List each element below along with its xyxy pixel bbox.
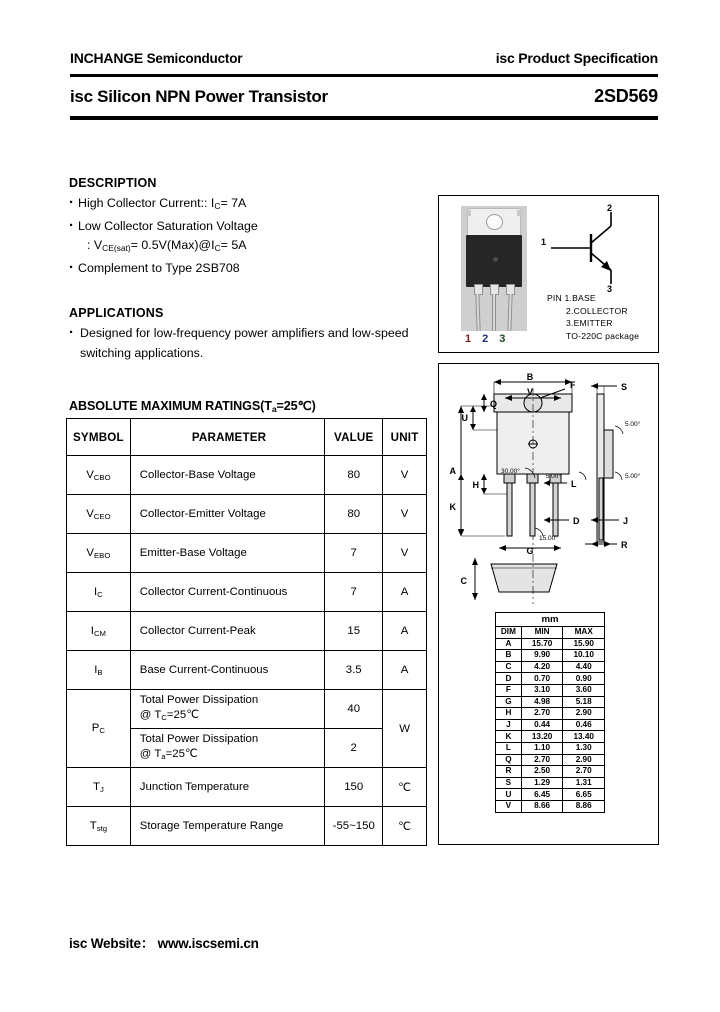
cell-value: 7 bbox=[325, 534, 383, 573]
cell-symbol: $P_C$ bbox=[67, 690, 131, 768]
dim-max: 10.10 bbox=[563, 650, 605, 662]
angle-5-left: 5.00° bbox=[545, 473, 561, 480]
dim-max: 13.40 bbox=[563, 731, 605, 743]
dim-min: 15.70 bbox=[521, 638, 563, 650]
table-row bbox=[67, 807, 427, 846]
table-row bbox=[67, 612, 427, 651]
angle-30: 30.00° bbox=[501, 468, 520, 475]
angle-5-right: 5.00° bbox=[625, 473, 641, 480]
dim-label: V bbox=[496, 800, 522, 812]
cell-unit: ℃ bbox=[383, 768, 427, 807]
cell-value: 2 bbox=[325, 729, 383, 768]
callout-A: A bbox=[449, 466, 456, 476]
dim-min: 2.70 bbox=[521, 754, 563, 766]
transistor-photo bbox=[461, 206, 527, 331]
page-title: isc Silicon NPN Power Transistor bbox=[70, 87, 328, 106]
dim-min: 4.20 bbox=[521, 661, 563, 673]
callout-R: R bbox=[621, 540, 628, 550]
pin-legend-line: 2.COLLECTOR bbox=[566, 305, 628, 316]
cell-unit: ℃ bbox=[383, 807, 427, 846]
angle-15: 15.00° bbox=[539, 535, 558, 542]
description-item: · Low Collector Saturation Voltage bbox=[69, 217, 429, 237]
cell-symbol: $I_B$ bbox=[67, 651, 131, 690]
dim-max: 8.86 bbox=[563, 800, 605, 812]
dim-row bbox=[496, 777, 605, 789]
dim-max: 0.90 bbox=[563, 673, 605, 685]
pin-number-2: 2 bbox=[482, 333, 489, 345]
dim-label: C bbox=[496, 661, 522, 673]
callout-K: K bbox=[449, 502, 456, 512]
callout-S: S bbox=[621, 382, 628, 392]
cell-parameter: Total Power Dissipation @ $T_a=25℃$ bbox=[130, 729, 325, 768]
table-row bbox=[67, 456, 427, 495]
pin-legend bbox=[547, 292, 659, 342]
description-section bbox=[69, 176, 429, 278]
column-header-unit: UNIT bbox=[383, 419, 427, 456]
cell-parameter: Total Power Dissipation @ $T_C=25℃$ bbox=[130, 690, 325, 729]
dim-max: 6.65 bbox=[563, 789, 605, 801]
dim-row bbox=[496, 754, 605, 766]
dim-row bbox=[496, 789, 605, 801]
dim-row bbox=[496, 766, 605, 778]
description-list bbox=[69, 194, 429, 278]
cell-unit: V bbox=[383, 495, 427, 534]
callout-C: C bbox=[460, 576, 467, 586]
dim-label: J bbox=[496, 719, 522, 731]
symbol-pin-3-label: 3 bbox=[607, 284, 613, 292]
dim-column-header-dim: DIM bbox=[496, 627, 522, 639]
dim-min: 2.70 bbox=[521, 708, 563, 720]
ratings-heading: ABSOLUTE MAXIMUM $RATINGS(T_a=25℃)$ bbox=[69, 399, 316, 415]
dim-row bbox=[496, 673, 605, 685]
callout-L: L bbox=[571, 479, 577, 489]
dim-label: B bbox=[496, 650, 522, 662]
cell-parameter: Collector-Emitter Voltage bbox=[130, 495, 325, 534]
cell-parameter: Junction Temperature bbox=[130, 768, 325, 807]
symbol-pin-2-label: 2 bbox=[607, 204, 613, 213]
dim-min: 13.20 bbox=[521, 731, 563, 743]
dim-min: 0.70 bbox=[521, 673, 563, 685]
dim-max: 1.31 bbox=[563, 777, 605, 789]
npn-transistor-symbol bbox=[539, 204, 651, 292]
pin-legend-line: TO-220C package bbox=[566, 330, 640, 341]
mechanical-outline-box bbox=[438, 363, 659, 845]
dim-max: 2.90 bbox=[563, 708, 605, 720]
dim-label: L bbox=[496, 742, 522, 754]
cell-symbol: $I_C$ bbox=[67, 573, 131, 612]
dim-max: 2.70 bbox=[563, 766, 605, 778]
company-name-prefix: INCHANGE bbox=[70, 50, 144, 66]
table-row bbox=[67, 573, 427, 612]
applications-list bbox=[69, 324, 439, 363]
cell-symbol: $V_{CEO}$ bbox=[67, 495, 131, 534]
cell-unit: A bbox=[383, 573, 427, 612]
dim-min: 4.98 bbox=[521, 696, 563, 708]
dim-header-row bbox=[496, 627, 605, 639]
callout-U: U bbox=[461, 413, 468, 423]
dim-min: 0.44 bbox=[521, 719, 563, 731]
dim-label: R bbox=[496, 766, 522, 778]
cell-unit: V bbox=[383, 534, 427, 573]
dim-max: 2.90 bbox=[563, 754, 605, 766]
dim-label: F bbox=[496, 684, 522, 696]
cell-parameter: Storage Temperature Range bbox=[130, 807, 325, 846]
dim-label: D bbox=[496, 673, 522, 685]
dim-min: 2.50 bbox=[521, 766, 563, 778]
cell-symbol: $V_{EBO}$ bbox=[67, 534, 131, 573]
dim-label: U bbox=[496, 789, 522, 801]
dim-min: 3.10 bbox=[521, 684, 563, 696]
description-heading: DESCRIPTION bbox=[69, 176, 157, 190]
callout-Q: Q bbox=[490, 399, 498, 409]
dim-unit-row bbox=[496, 613, 605, 627]
dim-unit-header: mm bbox=[496, 613, 605, 627]
dim-min: 8.66 bbox=[521, 800, 563, 812]
table-row bbox=[67, 651, 427, 690]
part-number: 2SD569 bbox=[594, 86, 658, 106]
column-header-symbol: SYMBOL bbox=[67, 419, 131, 456]
applications-item: · Designed for low-frequency power amplifiers and low-speed switching applications. bbox=[69, 324, 439, 363]
cell-value: 3.5 bbox=[325, 651, 383, 690]
dim-column-header-min: MIN bbox=[521, 627, 563, 639]
callout-G: G bbox=[526, 546, 534, 556]
angle-5-top: 5.00° bbox=[625, 421, 641, 428]
dim-row bbox=[496, 800, 605, 812]
callout-H: H bbox=[472, 480, 479, 490]
cell-parameter: Collector Current-Peak bbox=[130, 612, 325, 651]
description-item: · Complement to Type 2SB708 bbox=[69, 259, 429, 279]
dim-row bbox=[496, 742, 605, 754]
cell-value: -55~150 bbox=[325, 807, 383, 846]
company-name-suffix: Semiconductor bbox=[143, 51, 243, 66]
pin-number-1: 1 bbox=[465, 333, 472, 345]
cell-unit: A bbox=[383, 651, 427, 690]
dim-label: S bbox=[496, 777, 522, 789]
dim-max: 15.90 bbox=[563, 638, 605, 650]
dimension-table bbox=[495, 612, 605, 813]
dim-max: 5.18 bbox=[563, 696, 605, 708]
cell-symbol: $T_{stg}$ bbox=[67, 807, 131, 846]
pin-legend-line: PIN 1.BASE bbox=[547, 293, 596, 303]
dim-min: 9.90 bbox=[521, 650, 563, 662]
cell-value: 150 bbox=[325, 768, 383, 807]
dim-row bbox=[496, 708, 605, 720]
dim-max: 3.60 bbox=[563, 684, 605, 696]
ratings-table-body bbox=[67, 456, 427, 846]
table-header-row bbox=[67, 419, 427, 456]
dim-label: G bbox=[496, 696, 522, 708]
dim-min: 1.10 bbox=[521, 742, 563, 754]
dim-label: A bbox=[496, 638, 522, 650]
dim-row bbox=[496, 719, 605, 731]
cell-unit: V bbox=[383, 456, 427, 495]
photo-pin-numbers bbox=[465, 333, 525, 345]
applications-heading: APPLICATIONS bbox=[69, 306, 164, 320]
dim-max: 1.30 bbox=[563, 742, 605, 754]
description-item: : $V_{CE(sat)}=$ $0.5V(Max)@I_C= 5A$ bbox=[87, 238, 247, 254]
cell-symbol: $I_{CM}$ bbox=[67, 612, 131, 651]
page-header bbox=[70, 50, 658, 66]
column-header-parameter: PARAMETER bbox=[130, 419, 325, 456]
title-bar bbox=[70, 86, 658, 107]
dim-label: H bbox=[496, 708, 522, 720]
pin-legend-line: 3.EMITTER bbox=[566, 318, 613, 329]
table-row bbox=[67, 495, 427, 534]
spec-label: isc Product Specification bbox=[495, 50, 658, 66]
cell-parameter: Collector-Base Voltage bbox=[130, 456, 325, 495]
table-row bbox=[67, 690, 427, 729]
cell-value: 80 bbox=[325, 495, 383, 534]
dim-label: Q bbox=[496, 754, 522, 766]
footer-website: isc Website： www.iscsemi.cn bbox=[69, 936, 259, 951]
dim-row bbox=[496, 731, 605, 743]
cell-parameter: Collector Current-Continuous bbox=[130, 573, 325, 612]
symbol-pin-1-label: 1 bbox=[541, 237, 547, 247]
package-illustration-box bbox=[438, 195, 659, 353]
callout-F: F bbox=[570, 380, 576, 390]
dim-label: K bbox=[496, 731, 522, 743]
header-rule-bottom bbox=[70, 116, 658, 120]
cell-symbol: $V_{CBO}$ bbox=[67, 456, 131, 495]
header-rule-top bbox=[70, 74, 658, 77]
dim-row bbox=[496, 661, 605, 673]
cell-symbol: $T_J$ bbox=[67, 768, 131, 807]
cell-value: 7 bbox=[325, 573, 383, 612]
cell-unit: A bbox=[383, 612, 427, 651]
company-name bbox=[70, 50, 242, 66]
cell-unit: W bbox=[383, 690, 427, 768]
column-header-value: VALUE bbox=[325, 419, 383, 456]
dim-row bbox=[496, 696, 605, 708]
cell-parameter: Base Current-Continuous bbox=[130, 651, 325, 690]
package-outline-drawing bbox=[439, 368, 658, 612]
callout-V: V bbox=[526, 387, 534, 397]
absolute-maximum-ratings-table bbox=[66, 418, 427, 846]
dim-row bbox=[496, 684, 605, 696]
applications-section bbox=[69, 306, 439, 363]
dim-min: 6.45 bbox=[521, 789, 563, 801]
table-row bbox=[67, 534, 427, 573]
cell-value: 15 bbox=[325, 612, 383, 651]
callout-J: J bbox=[623, 516, 629, 526]
dim-row bbox=[496, 650, 605, 662]
pin-number-3: 3 bbox=[499, 333, 506, 345]
dim-row bbox=[496, 638, 605, 650]
cell-parameter: Emitter-Base Voltage bbox=[130, 534, 325, 573]
table-row bbox=[67, 768, 427, 807]
dim-max: 4.40 bbox=[563, 661, 605, 673]
dim-max: 0.46 bbox=[563, 719, 605, 731]
dim-min: 1.29 bbox=[521, 777, 563, 789]
callout-D: D bbox=[573, 516, 580, 526]
cell-value: 80 bbox=[325, 456, 383, 495]
cell-value: 40 bbox=[325, 690, 383, 729]
description-item: · High Collector Current:: $I_C= 7A$ bbox=[69, 194, 429, 217]
dim-column-header-max: MAX bbox=[563, 627, 605, 639]
callout-B: B bbox=[526, 372, 534, 382]
